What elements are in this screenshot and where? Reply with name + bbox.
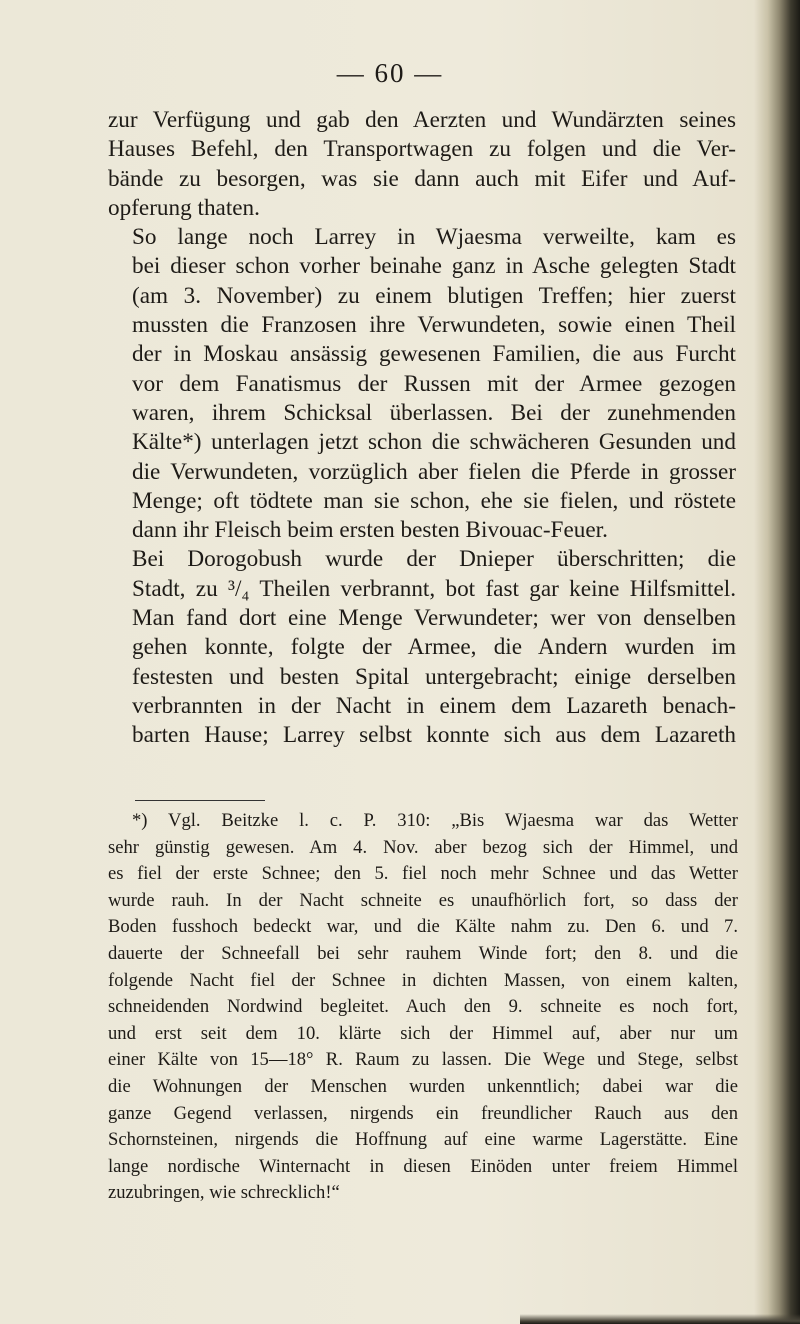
text-line: So lange noch Larrey in Wjaesma verweilte, kam es (132, 224, 736, 251)
footnote-line: einer Kälte von 15—18° R. Raum zu lassen. Die Wege und Stege, selbst (108, 1049, 738, 1071)
text-line: barten Hause; Larrey selbst konnte sich aus dem Lazareth (132, 722, 736, 749)
footnote-line: und erst seit dem 10. klärte sich der Himmel auf, aber nur um (108, 1022, 738, 1044)
text-line: Stadt, zu ³/₄ Theilen verbrannt, bot fast gar keine Hilfsmittel. (132, 575, 736, 602)
text-line: gehen konnte, folgte der Armee, die Andern wurden im (132, 634, 736, 661)
text-line: der in Moskau ansässig gewesenen Familien, die aus Furcht (132, 341, 736, 368)
text-line: bände zu besorgen, was sie dann auch mit Eifer und Auf- (108, 165, 736, 192)
paragraph-2 (108, 223, 736, 545)
text-line: zur Verfügung und gab den Aerzten und Wundärzten seines (108, 107, 736, 133)
text-line: vor dem Fanatismus der Russen mit der Armee gezogen (132, 370, 736, 397)
footnote-line: *) Vgl. Beitzke l. c. P. 310: „Bis Wjaesma war das Wetter (132, 810, 738, 831)
paragraph-1 (108, 106, 736, 223)
text-line: Bei Dorogobush wurde der Dnieper überschritten; die (132, 546, 736, 573)
text-line: mussten die Franzosen ihre Verwundeten, sowie einen Theil (132, 312, 736, 339)
text-line: verbrannten in der Nacht in einem dem Lazareth benach- (132, 692, 736, 719)
page-edge-shadow (754, 0, 800, 1324)
text-line: Menge; oft tödtete man sie schon, ehe sie fielen, und röstete (132, 487, 736, 514)
page-number: — 60 — (336, 58, 444, 88)
footnote-line: die Wohnungen der Menschen wurden unkenntlich; dabei war die (108, 1075, 738, 1097)
text-line: (am 3. November) zu einem blutigen Treffen; hier zuerst (132, 282, 736, 309)
footnote-line: dauerte der Schneefall bei sehr rauhem Winde fort; den 8. und die (108, 942, 738, 964)
footnote-line: es fiel der erste Schnee; den 5. fiel noch mehr Schnee und das Wetter (108, 863, 738, 885)
footnote-line: schneidenden Nordwind begleitet. Auch den 9. schneite es noch fort, (108, 996, 738, 1018)
text-line: Man fand dort eine Menge Verwundeter; wer von denselben (132, 605, 736, 632)
text-line: festesten und besten Spital untergebracht; einige derselben (132, 663, 736, 690)
main-text (108, 106, 736, 751)
footnote-line: zuzubringen, wie schrecklich!“ (108, 1182, 340, 1204)
footnote-line: wurde rauh. In der Nacht schneite es unaufhörlich fort, so dass der (108, 889, 738, 911)
footnote-line: folgende Nacht fiel der Schnee in dichten Massen, von einem kalten, (108, 969, 738, 991)
footnote-line: Boden fusshoch bedeckt war, und die Kälte nahm zu. Den 6. und 7. (108, 916, 738, 938)
text-line: Hauses Befehl, den Transportwagen zu folgen und die Ver- (108, 136, 736, 163)
footnote-line: ganze Gegend verlassen, nirgends ein freundlicher Rauch aus den (108, 1102, 738, 1124)
footnote-line: sehr günstig gewesen. Am 4. Nov. aber bezog sich der Himmel, und (108, 836, 738, 858)
footnote-separator (135, 800, 265, 801)
footnote-line: lange nordische Winternacht in diesen Einöden unter freiem Himmel (108, 1155, 738, 1177)
text-line: die Verwundeten, vorzüglich aber fielen die Pferde in grosser (132, 458, 736, 485)
text-line: opferung thaten. (108, 194, 260, 221)
text-line: Kälte*) unterlagen jetzt schon die schwächeren Gesunden und (132, 429, 736, 456)
paragraph-3 (108, 545, 736, 750)
page-bottom-shadow (520, 1314, 800, 1324)
text-line: waren, ihrem Schicksal überlassen. Bei der zunehmenden (132, 399, 736, 426)
text-line: bei dieser schon vorher beinahe ganz in Asche gelegten Stadt (132, 253, 736, 280)
text-line: dann ihr Fleisch beim ersten besten Bivouac-Feuer. (132, 517, 608, 544)
footnote (108, 808, 738, 1207)
footnote-line: Schornsteinen, nirgends die Hoffnung auf eine warme Lagerstätte. Eine (108, 1129, 738, 1151)
